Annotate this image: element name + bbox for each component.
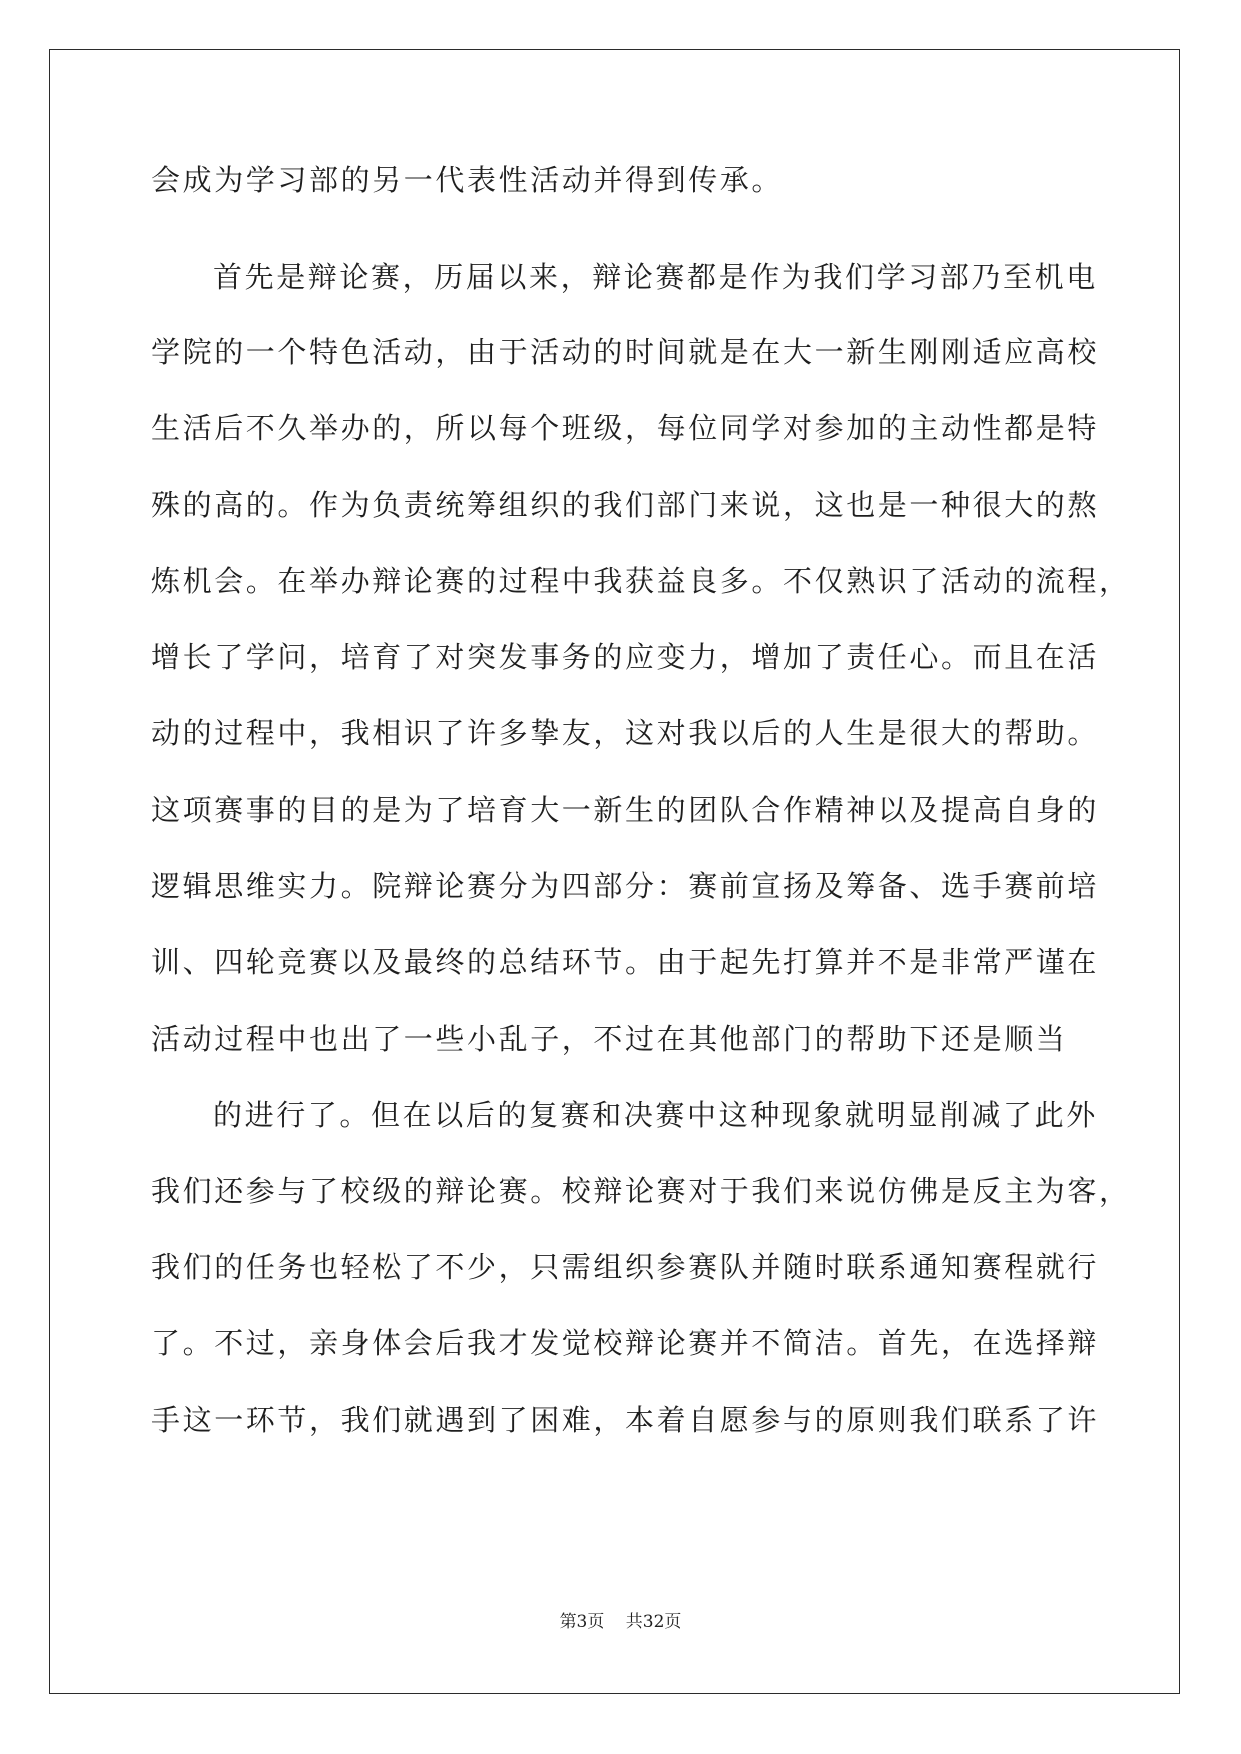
text-line: 会成为学习部的另一代表性活动并得到传承。 — [151, 163, 784, 197]
text-line: 训、四轮竞赛以及最终的总结环节。由于起先打算并不是非常严谨在 — [151, 945, 1100, 979]
text-line: 了。不过，亲身体会后我才发觉校辩论赛并不简洁。首先，在选择辩 — [151, 1326, 1100, 1360]
text-line: 手这一环节，我们就遇到了困难，本着自愿参与的原则我们联系了许 — [151, 1403, 1100, 1437]
text-line: 活动过程中也出了一些小乱子，不过在其他部门的帮助下还是顺当 — [151, 1022, 1068, 1056]
text-line: 这项赛事的目的是为了培育大一新生的团队合作精神以及提高自身的 — [151, 793, 1100, 827]
text-line: 炼机会。在举办辩论赛的过程中我获益良多。不仅熟识了活动的流程， — [151, 564, 1131, 598]
text-line: 我们还参与了校级的辩论赛。校辩论赛对于我们来说仿佛是反主为客， — [151, 1174, 1131, 1208]
page-footer — [0, 1610, 1241, 1634]
text-line: 我们的任务也轻松了不少，只需组织参赛队并随时联系通知赛程就行 — [151, 1250, 1100, 1284]
page-number: 第3页 — [559, 1612, 605, 1632]
text-line: 增长了学问，培育了对突发事务的应变力，增加了责任心。而且在活 — [151, 640, 1100, 674]
text-line: 首先是辩论赛，历届以来，辩论赛都是作为我们学习部乃至机电 — [213, 260, 1098, 294]
text-line: 的进行了。但在以后的复赛和决赛中这种现象就明显削减了此外 — [213, 1098, 1098, 1132]
text-line: 动的过程中，我相识了许多挚友，这对我以后的人生是很大的帮助。 — [151, 716, 1100, 750]
text-line: 生活后不久举办的，所以每个班级，每位同学对参加的主动性都是特 — [151, 411, 1100, 445]
page-total: 共32页 — [625, 1612, 682, 1632]
text-line: 学院的一个特色活动，由于活动的时间就是在大一新生刚刚适应高校 — [151, 335, 1100, 369]
text-line: 殊的高的。作为负责统筹组织的我们部门来说，这也是一种很大的熬 — [151, 488, 1100, 522]
text-line: 逻辑思维实力。院辩论赛分为四部分：赛前宣扬及筹备、选手赛前培 — [151, 869, 1100, 903]
